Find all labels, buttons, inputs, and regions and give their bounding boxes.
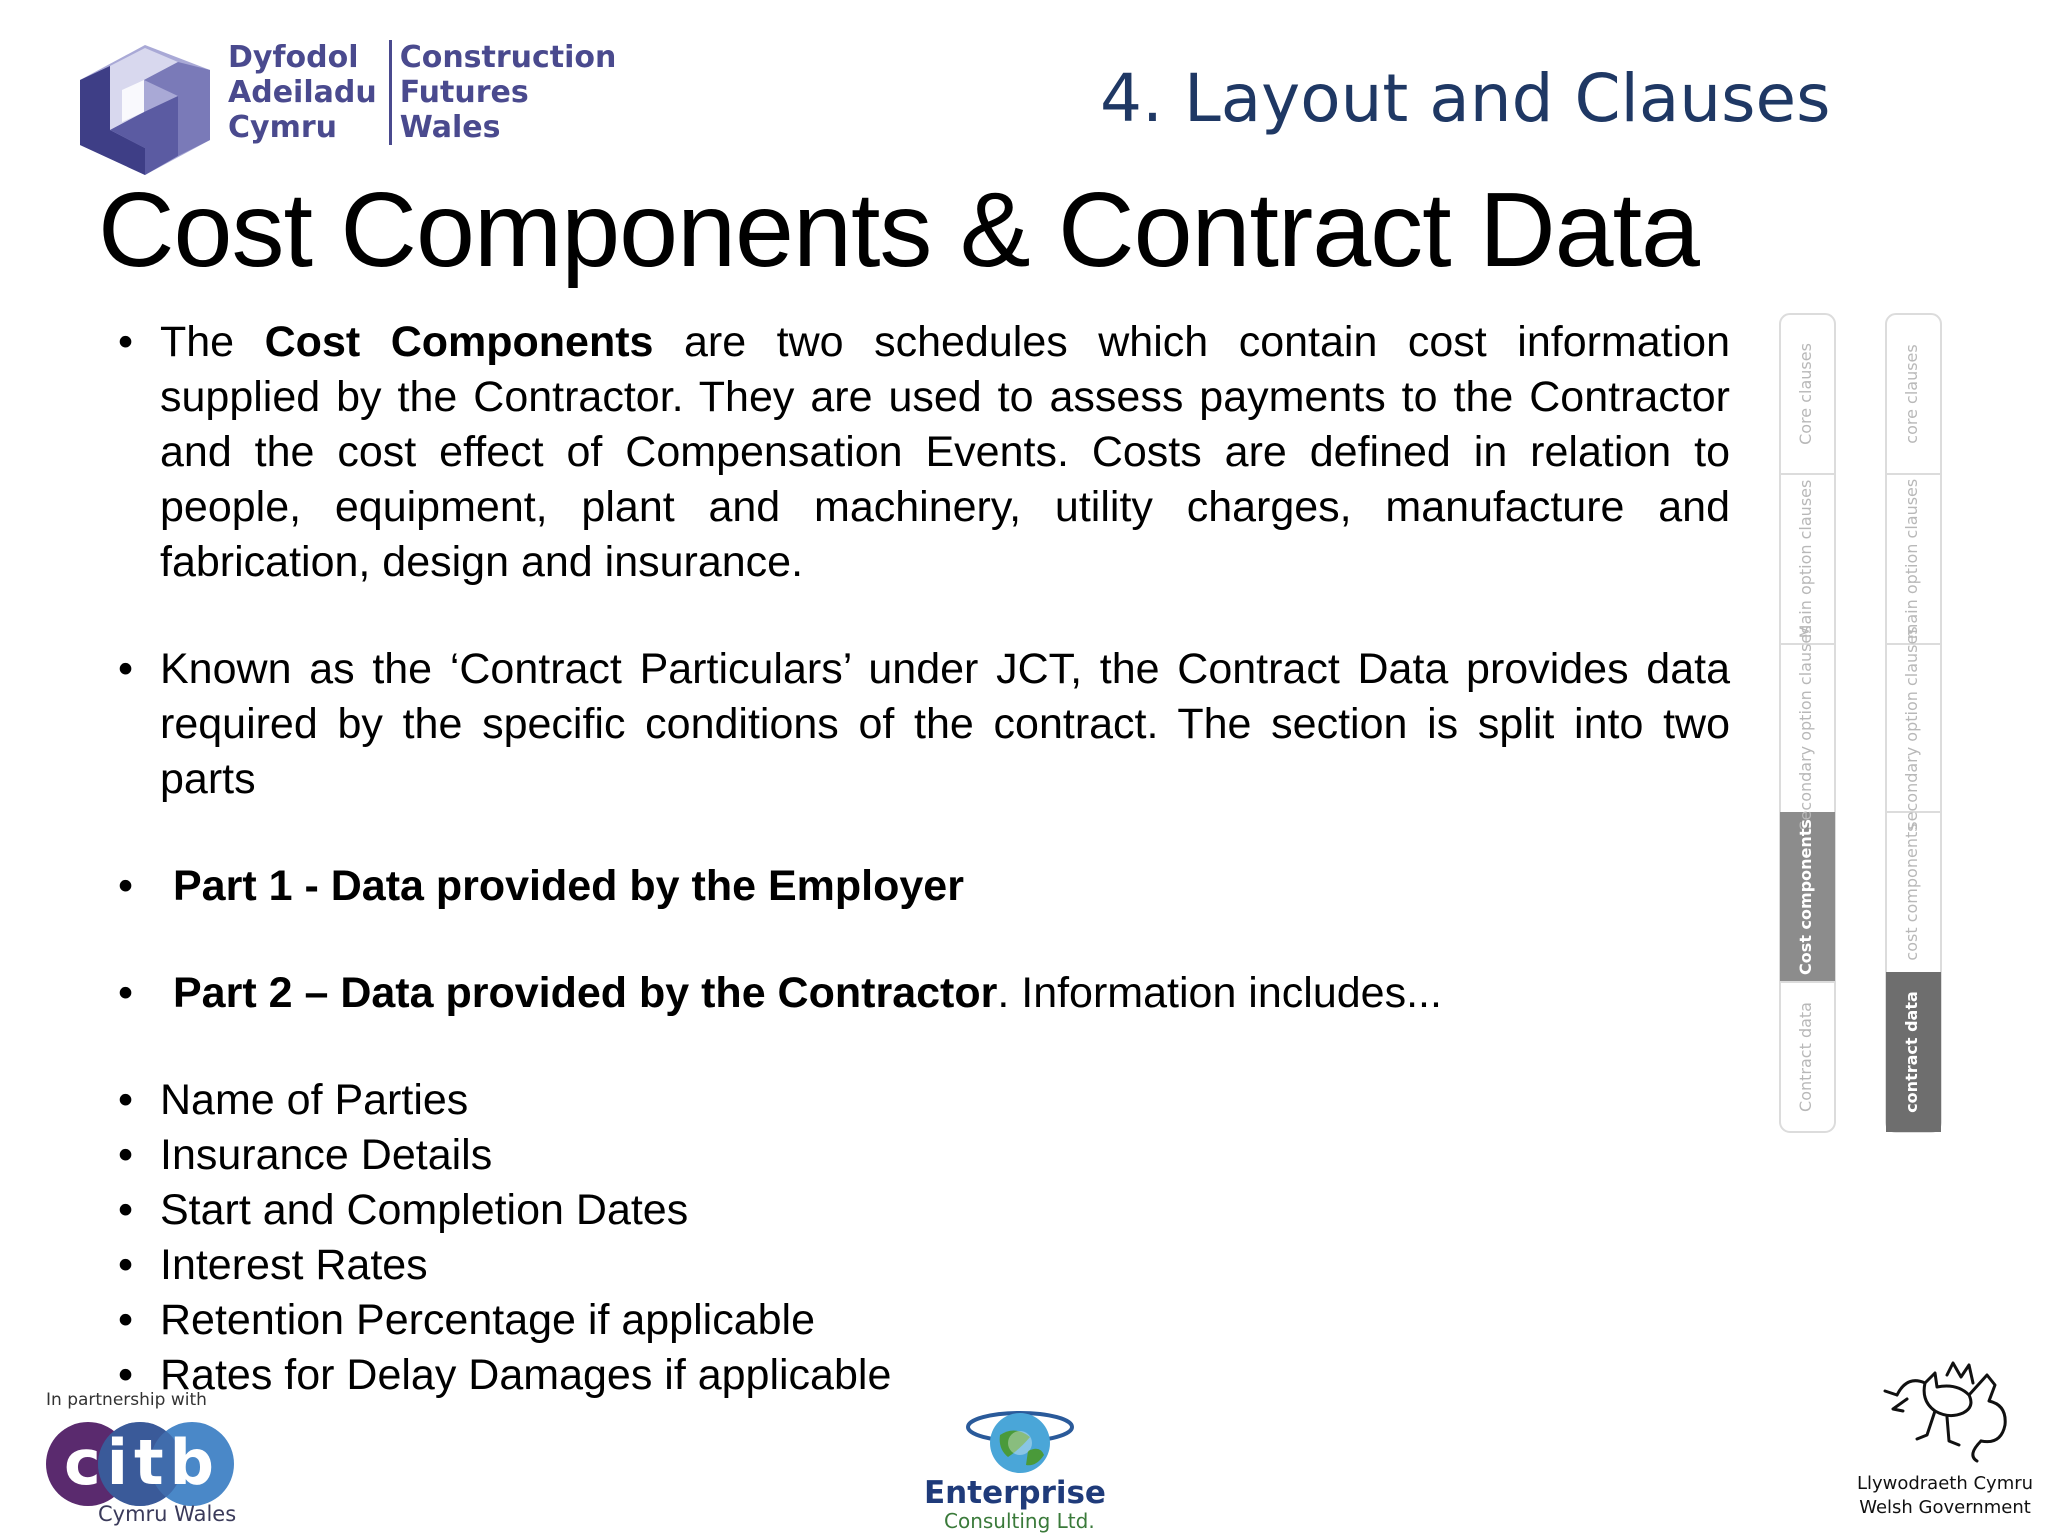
logo-line: Construction [399,40,617,75]
tab-label: main option clauses [1902,478,1921,640]
globe-icon [960,1405,1080,1480]
logo-line: Dyfodol [228,40,359,75]
enterprise-name: Enterprise [924,1475,1106,1511]
list-item: • Interest Rates [110,1238,1730,1293]
logo-line: Cymru [228,110,337,145]
dragon-icon [1877,1355,2017,1465]
logo-welsh-text [228,40,389,145]
logo-line: Futures [399,75,529,110]
tab-label: cost components [1902,823,1921,961]
tab-label: Core clauses [1796,343,1815,445]
gov-welsh-name: Llywodraeth Cymru [1856,1473,2034,1494]
cube-logo-icon [70,30,220,180]
enterprise-consulting-logo [920,1405,1120,1535]
logo-english-text [389,40,629,145]
citb-region-text: Cymru Wales [98,1502,237,1526]
bullet-contract-data: • Known as the ‘Contract Particulars’ under JCT, the Contract Data provides data required by the specific conditions of the contract. The section is split into two parts [110,642,1730,807]
slide-body [110,315,1730,1403]
text-run: are two schedules which contain cost information supplied by the Contractor. They are used to assess payments to the Contractor and the cost effect of Compensation Events. Costs are defined in relation to people, equipment, plant and machinery, utility charges, manufacture and fabrication, design and insurance. [160,318,1730,586]
part-2-bold: Part 2 – Data provided by the Contractor [173,969,998,1017]
logo-line: Adeiladu [228,75,377,110]
bullet-cost-components [110,315,1730,590]
tab-label: secondary option clauses [1902,626,1921,830]
citb-partnership-text: In partnership with [46,1390,207,1410]
bold-term: Cost Components [264,318,654,366]
list-item: • Insurance Details [110,1128,1730,1183]
text-run: The [160,318,265,366]
list-item: • Rates for Delay Damages if applicable [110,1348,1730,1403]
tab-label: Main option clauses [1796,479,1815,639]
part-1-text: Part 1 - Data provided by the Employer [173,862,964,910]
list-item: • Start and Completion Dates [110,1183,1730,1238]
section-title: 4. Layout and Clauses [1100,60,1831,137]
tab-label-active: contract data [1902,991,1921,1113]
construction-futures-wales-logo [70,30,617,180]
bullet-part-1 [110,859,1730,914]
citb-name-text: citb [63,1426,221,1499]
bullet-part-2 [110,966,1730,1021]
tab-label: core clauses [1902,344,1921,444]
document-tabs-graphic [1778,312,1953,1134]
citb-logo [40,1390,270,1530]
welsh-government-logo [1855,1355,2035,1530]
logo-line: Wales [399,110,501,145]
enterprise-sub: Consulting Ltd. [944,1509,1095,1533]
part-2-text: . Information includes... [997,969,1442,1017]
slide-title: Cost Components & Contract Data [98,171,1699,289]
tab-label-active: Cost components [1796,819,1815,975]
tab-label: Secondary option clauses [1796,625,1815,831]
gov-english-name: Welsh Government [1859,1497,2031,1518]
tab-label: Contract data [1796,1002,1815,1112]
list-item: • Retention Percentage if applicable [110,1293,1730,1348]
list-item: • Name of Parties [110,1073,1730,1128]
